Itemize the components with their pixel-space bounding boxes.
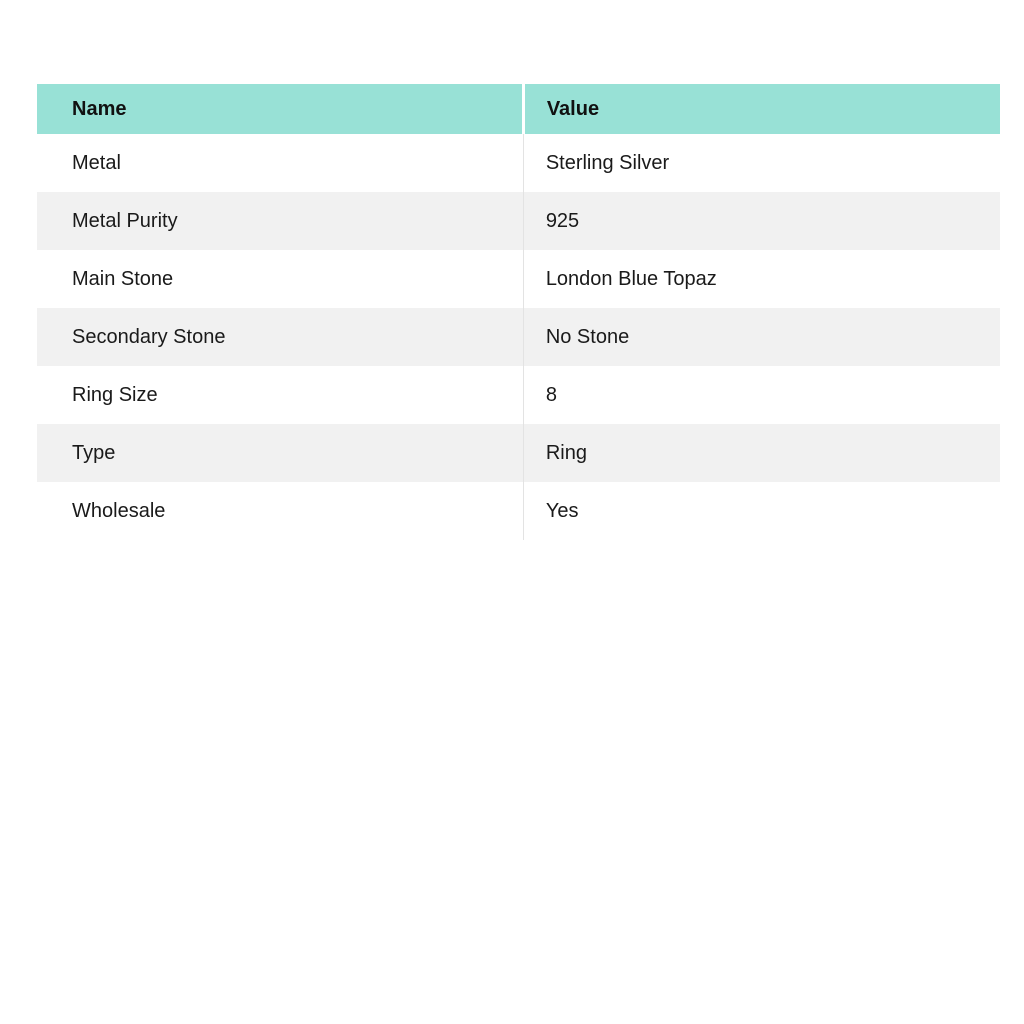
- value-cell: 925: [523, 192, 1000, 250]
- table-row: [37, 308, 1000, 366]
- value-cell: No Stone: [523, 308, 1000, 366]
- table-row: [37, 366, 1000, 424]
- value-cell: 8: [523, 366, 1000, 424]
- name-cell: Ring Size: [37, 366, 523, 424]
- table-row: [37, 424, 1000, 482]
- table-row: [37, 134, 1000, 192]
- table-body: [37, 134, 1000, 540]
- header-value: Value: [523, 84, 1000, 134]
- table-row: [37, 482, 1000, 540]
- value-cell: London Blue Topaz: [523, 250, 1000, 308]
- name-cell: Main Stone: [37, 250, 523, 308]
- value-cell: Yes: [523, 482, 1000, 540]
- name-cell: Metal: [37, 134, 523, 192]
- name-cell: Secondary Stone: [37, 308, 523, 366]
- name-cell: Type: [37, 424, 523, 482]
- table-row: [37, 250, 1000, 308]
- name-cell: Wholesale: [37, 482, 523, 540]
- name-cell: Metal Purity: [37, 192, 523, 250]
- attributes-table: [37, 84, 1000, 540]
- header-name: Name: [37, 84, 523, 134]
- table-header: [37, 84, 1000, 134]
- value-cell: Sterling Silver: [523, 134, 1000, 192]
- header-row: [37, 84, 1000, 134]
- table-row: [37, 192, 1000, 250]
- value-cell: Ring: [523, 424, 1000, 482]
